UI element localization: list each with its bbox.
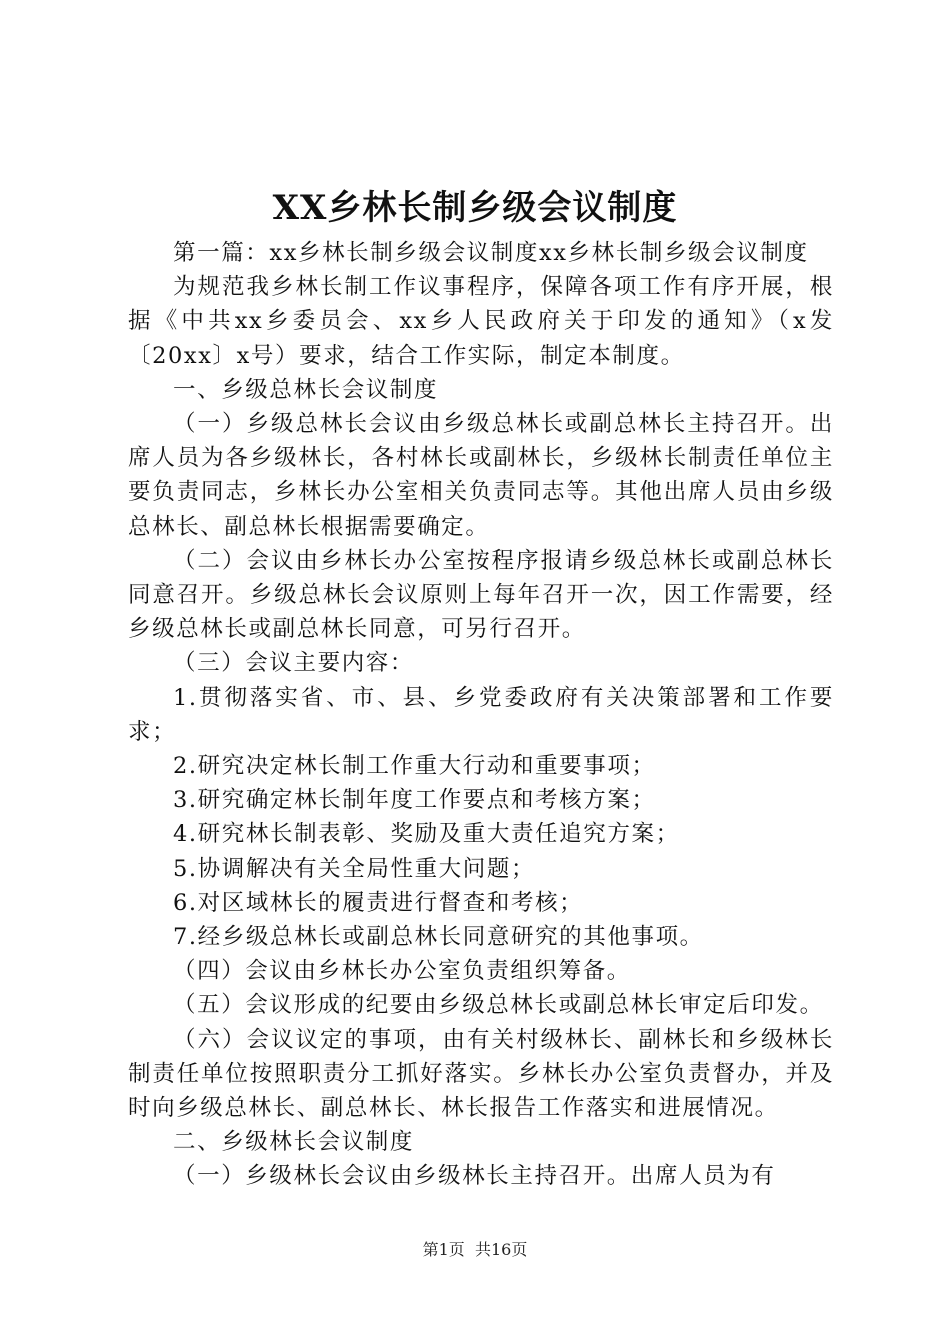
paragraph: （一）乡级林长会议由乡级林长主持召开。出席人员为有: [173, 1163, 776, 1190]
list-item: 4.研究林长制表彰、奖励及重大责任追究方案；: [173, 821, 680, 848]
list-item: 7.经乡级总林长或副总林长同意研究的其他事项。: [173, 924, 704, 951]
paragraph: （五）会议形成的纪要由乡级总林长或副总林长审定后印发。: [173, 992, 824, 1019]
page-number: 第1页: [422, 1240, 465, 1259]
list-item: 3.研究确定林长制年度工作要点和考核方案；: [173, 787, 656, 814]
list-item: 2.研究决定林长制工作重大行动和重要事项；: [173, 753, 656, 780]
page-footer: [0, 1239, 950, 1261]
list-item: 6.对区域林长的履责进行督查和考核；: [173, 889, 584, 916]
section-heading: 二、乡级林长会议制度: [173, 1129, 415, 1156]
list-item: 1.贯彻落实省、市、县、乡党委政府有关决策部署和工作要求；: [128, 684, 834, 745]
paragraph: （六）会议议定的事项，由有关村级林长、副林长和乡级林长制责任单位按照职责分工抓好落实。乡林长办公室负责督办，并及时向乡级总林长、副总林长、林长报告工作落实和进展情况。: [128, 1026, 834, 1122]
paragraph: （四）会议由乡林长办公室负责组织筹备。: [173, 958, 631, 985]
paragraph: 第一篇：xx乡林长制乡级会议制度xx乡林长制乡级会议制度: [173, 240, 809, 266]
page-total: 共16页: [474, 1240, 528, 1259]
list-item: 5.协调解决有关全局性重大问题；: [173, 855, 536, 882]
paragraph: （三）会议主要内容：: [173, 650, 415, 677]
document-body: [128, 236, 834, 1194]
section-heading: 一、乡级总林长会议制度: [173, 376, 439, 403]
paragraph: 为规范我乡林长制工作议事程序，保障各项工作有序开展，根据《中共xx乡委员会、xx乡人民政府关于印发的通知》（x发〔20xx〕x号）要求，结合工作实际，制定本制度。: [128, 274, 834, 369]
paragraph: （二）会议由乡林长办公室按程序报请乡级总林长或副总林长同意召开。乡级总林长会议原则上每年召开一次，因工作需要，经乡级总林长或副总林长同意，可另行召开。: [128, 547, 834, 643]
document-title: XX乡林长制乡级会议制度: [272, 188, 678, 228]
paragraph: （一）乡级总林长会议由乡级总林长或副总林长主持召开。出席人员为各乡级林长，各村林长或副林长，乡级林长制责任单位主要负责同志，乡林长办公室相关负责同志等。其他出席人员由乡级总林长、副总林长根据需要确定。: [128, 411, 834, 540]
